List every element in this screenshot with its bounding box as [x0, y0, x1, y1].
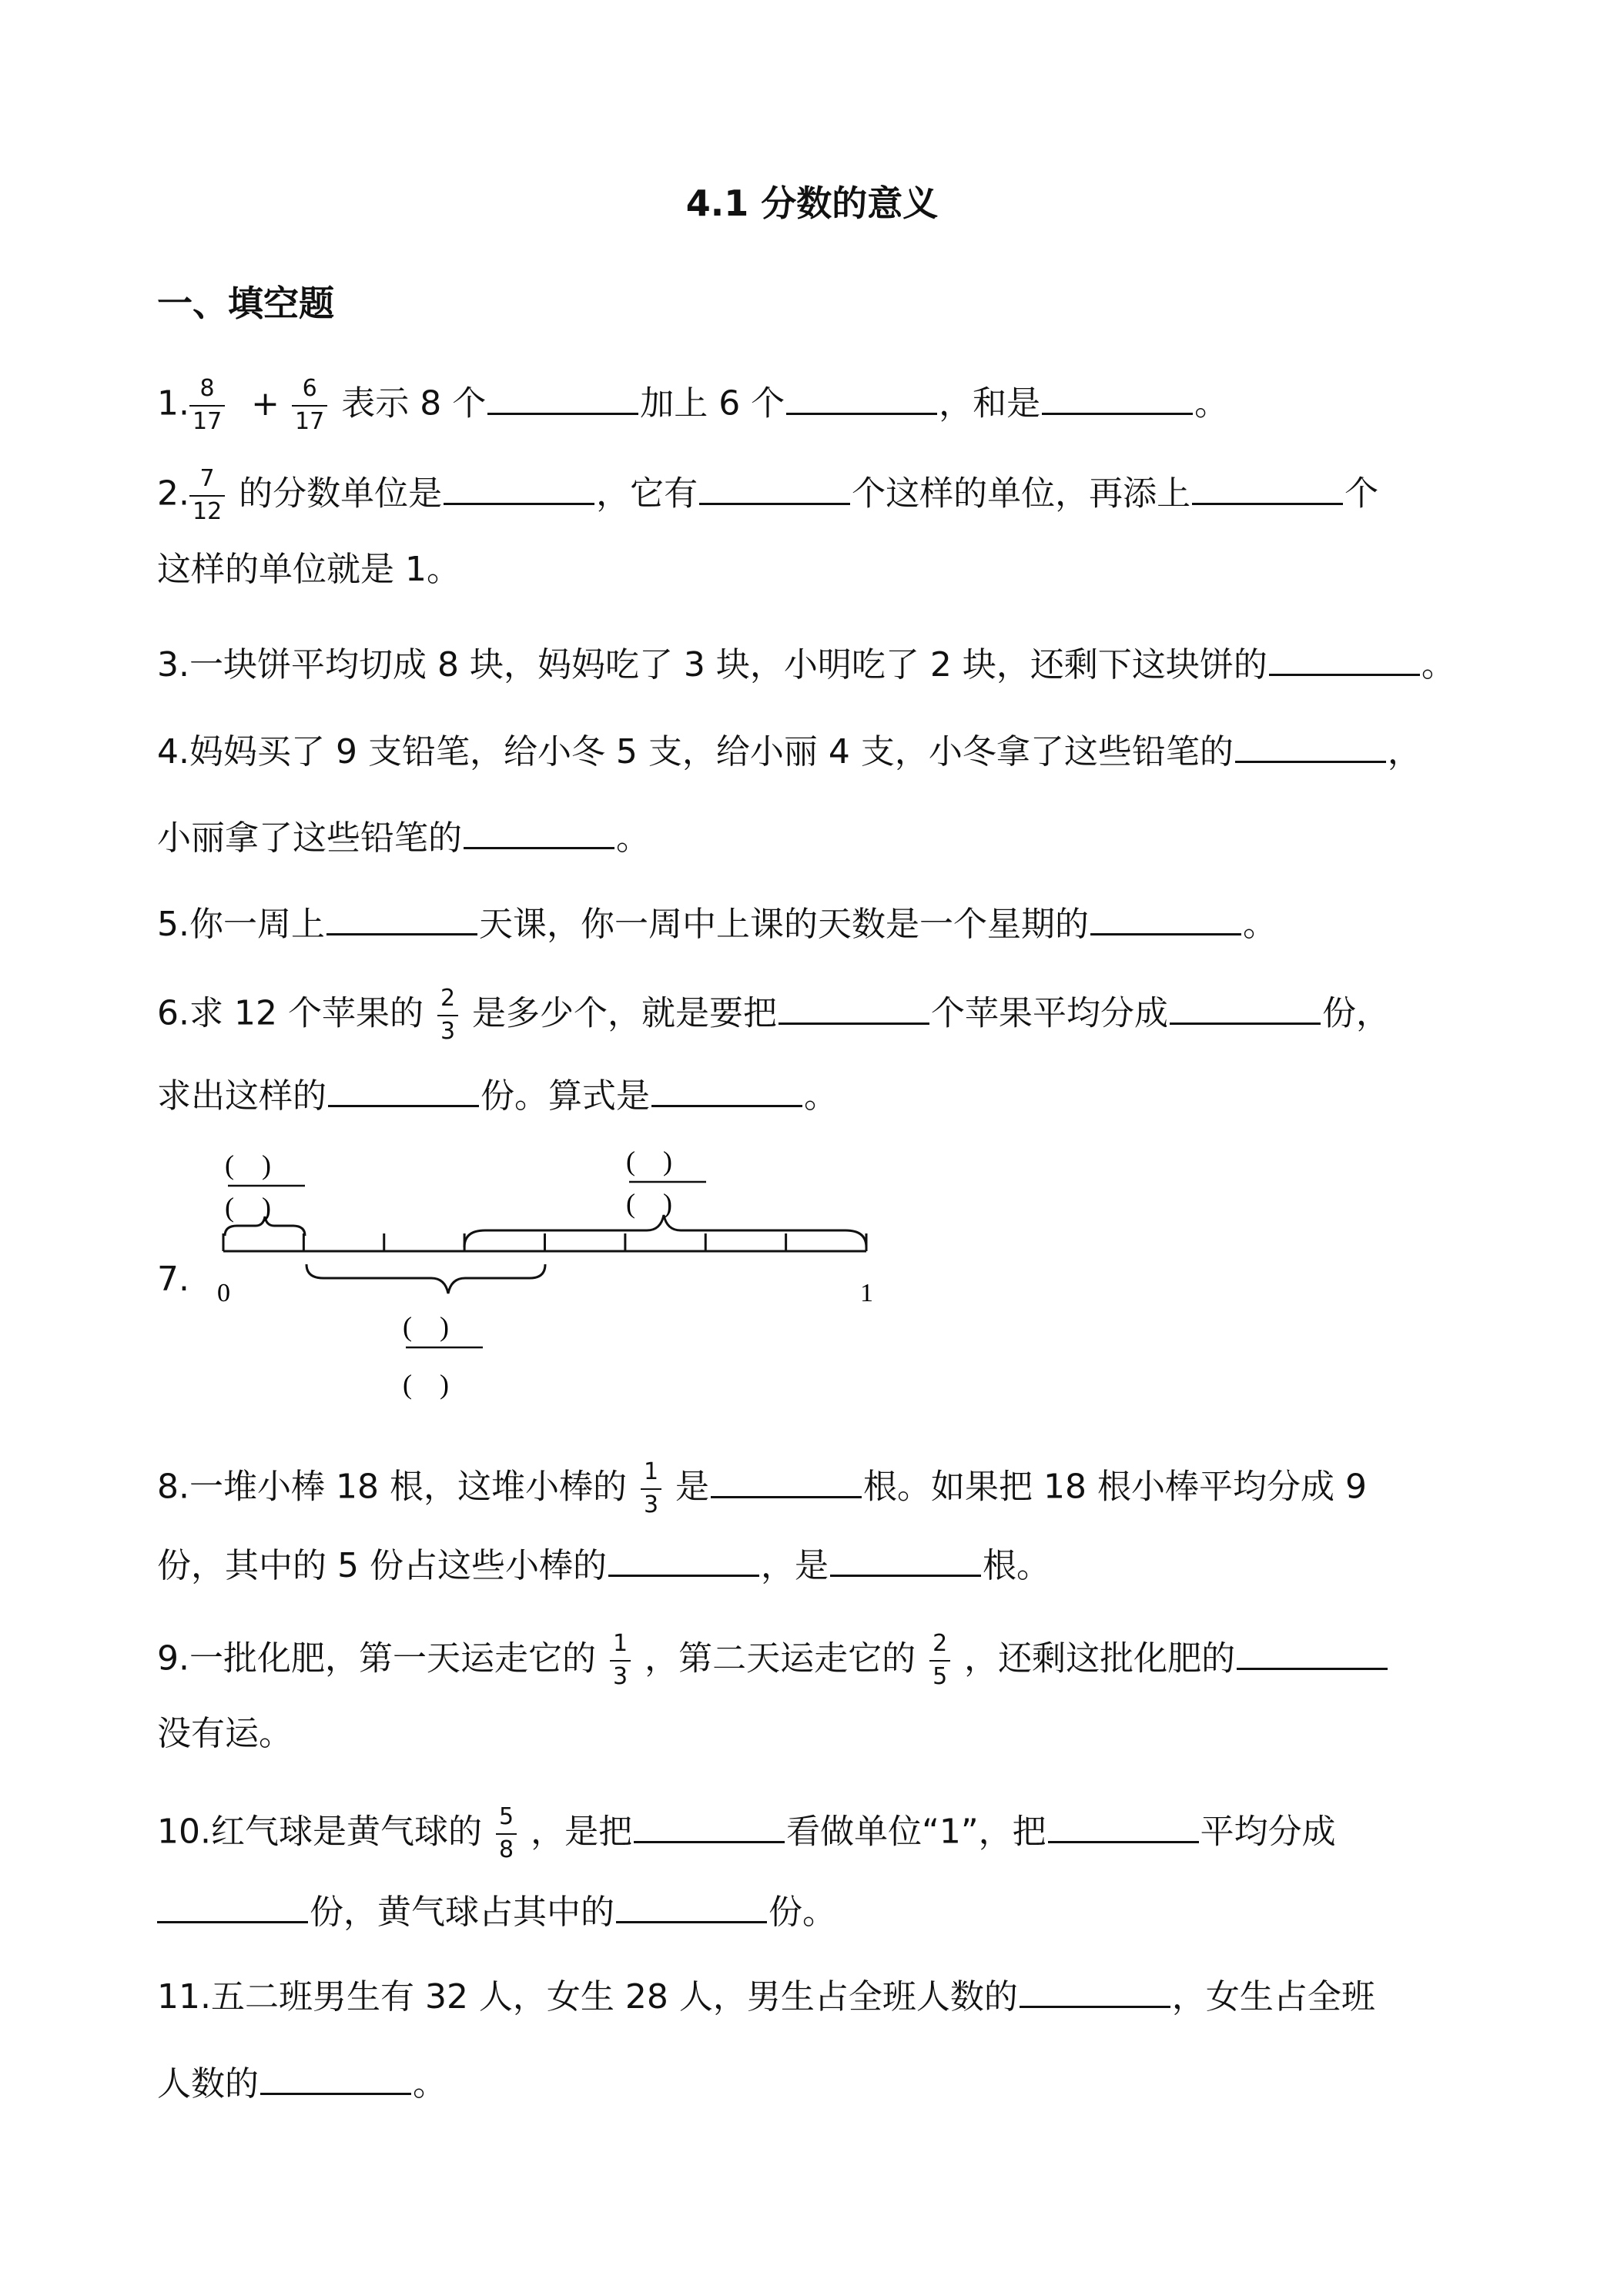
- answer-blank[interactable]: [157, 1890, 308, 1923]
- question-2: 2. $\frac{7}{12}$ 的分数单位是 ，它有 个这样的单位，再添上 个: [157, 465, 1379, 525]
- answer-blank[interactable]: [786, 382, 937, 415]
- answer-blank[interactable]: [444, 472, 594, 505]
- fraction: $\frac{7}{12}$: [189, 466, 225, 525]
- question-2-line-2: 这样的单位就是 1。: [157, 550, 460, 589]
- answer-blank[interactable]: [711, 1465, 862, 1498]
- number-line-diagram: [200, 1140, 893, 1417]
- label-zero: 0: [217, 1279, 230, 1307]
- answer-blank[interactable]: [260, 2062, 411, 2095]
- answer-blank[interactable]: [1192, 472, 1343, 505]
- question-number: 2.: [157, 474, 189, 514]
- answer-blank[interactable]: [326, 902, 477, 935]
- answer-blank[interactable]: [699, 472, 850, 505]
- question-6: 6.求 12 个苹果的 $\frac{2}{3}$ 是多少个，就是要把 个苹果平均分成 份，: [157, 985, 1391, 1045]
- fraction: $\frac{2}{3}$: [437, 986, 458, 1045]
- fraction: $\frac{6}{17}$: [292, 376, 327, 435]
- label-one: 1: [860, 1279, 873, 1307]
- paren-numerator-2: ( ): [626, 1146, 672, 1176]
- answer-blank[interactable]: [616, 1890, 767, 1923]
- paren-denominator-2: ( ): [626, 1188, 672, 1219]
- question-4: 4.妈妈买了 9 支铅笔，给小冬 5 支，给小丽 4 支，小冬拿了这些铅笔的 ，: [157, 730, 1421, 769]
- question-1: 1. $\frac{8}{17}$ + $\frac{6}{17}$ 表示 8 个 加上 6 个 ，和是 。: [157, 375, 1229, 435]
- answer-blank[interactable]: [1090, 902, 1241, 935]
- answer-blank[interactable]: [487, 382, 638, 415]
- question-10: 10.红气球是黄气球的 $\frac{5}{8}$ ，是把 看做单位“1”，把 平均分成: [157, 1803, 1336, 1863]
- question-number: 1.: [157, 383, 189, 423]
- fraction: $\frac{5}{8}$: [496, 1804, 517, 1863]
- brace-bottom: [306, 1264, 545, 1294]
- answer-blank[interactable]: [1235, 730, 1386, 763]
- answer-blank[interactable]: [1237, 1637, 1388, 1670]
- answer-blank[interactable]: [1020, 1975, 1170, 2008]
- question-5: 5.你一周上 天课，你一周中上课的天数是一个星期的 。: [157, 902, 1277, 942]
- question-10-line-2: 份，黄气球占其中的 份。: [157, 1890, 836, 1930]
- answer-blank[interactable]: [608, 1544, 759, 1577]
- answer-blank[interactable]: [328, 1074, 479, 1107]
- paren-denominator-1: ( ): [225, 1192, 271, 1223]
- question-9-line-2: 没有运。: [157, 1714, 293, 1753]
- brace-top-right: [464, 1215, 866, 1247]
- answer-blank[interactable]: [779, 992, 929, 1025]
- question-11: 11.五二班男生有 32 人，女生 28 人，男生占全班人数的 ，女生占全班: [157, 1975, 1375, 2014]
- question-9: 9.一批化肥，第一天运走它的 $\frac{1}{3}$ ，第二天运走它的 $\frac{2}{5}$ ，还剩这批化肥的: [157, 1631, 1389, 1690]
- answer-blank[interactable]: [1269, 643, 1420, 676]
- question-4-line-2: 小丽拿了这些铅笔的 。: [157, 816, 650, 855]
- question-3: 3.一块饼平均切成 8 块，妈妈吃了 3 块，小明吃了 2 块，还剩下这块饼的 。: [157, 643, 1455, 682]
- answer-blank[interactable]: [634, 1810, 785, 1843]
- fraction: $\frac{1}{3}$: [610, 1631, 631, 1690]
- plus-sign: +: [251, 383, 280, 423]
- question-8: 8.一堆小棒 18 根，这堆小棒的 $\frac{1}{3}$ 是 根。如果把 18 根小棒平均分成 9: [157, 1458, 1367, 1518]
- tick-marks: [223, 1233, 866, 1251]
- fraction: $\frac{8}{17}$: [189, 376, 225, 435]
- section-heading: 一、填空题: [157, 283, 334, 324]
- answer-blank[interactable]: [1042, 382, 1193, 415]
- paren-numerator-3: ( ): [403, 1311, 449, 1342]
- page-title: 4.1 分数的意义: [685, 182, 939, 224]
- answer-blank[interactable]: [464, 816, 614, 849]
- paren-denominator-3: ( ): [403, 1369, 449, 1400]
- question-6-line-2: 求出这样的 份。算式是 。: [157, 1074, 838, 1113]
- question-7-number: 7.: [157, 1260, 189, 1299]
- fraction: $\frac{1}{3}$: [641, 1459, 661, 1518]
- answer-blank[interactable]: [1170, 992, 1321, 1025]
- answer-blank[interactable]: [1048, 1810, 1199, 1843]
- answer-blank[interactable]: [830, 1544, 981, 1577]
- question-11-line-2: 人数的 。: [157, 2062, 447, 2101]
- answer-blank[interactable]: [651, 1074, 802, 1107]
- paren-numerator-1: ( ): [225, 1150, 271, 1180]
- question-8-line-2: 份，其中的 5 份占这些小棒的 ，是 根。: [157, 1544, 1050, 1583]
- fraction: $\frac{2}{5}$: [929, 1631, 950, 1690]
